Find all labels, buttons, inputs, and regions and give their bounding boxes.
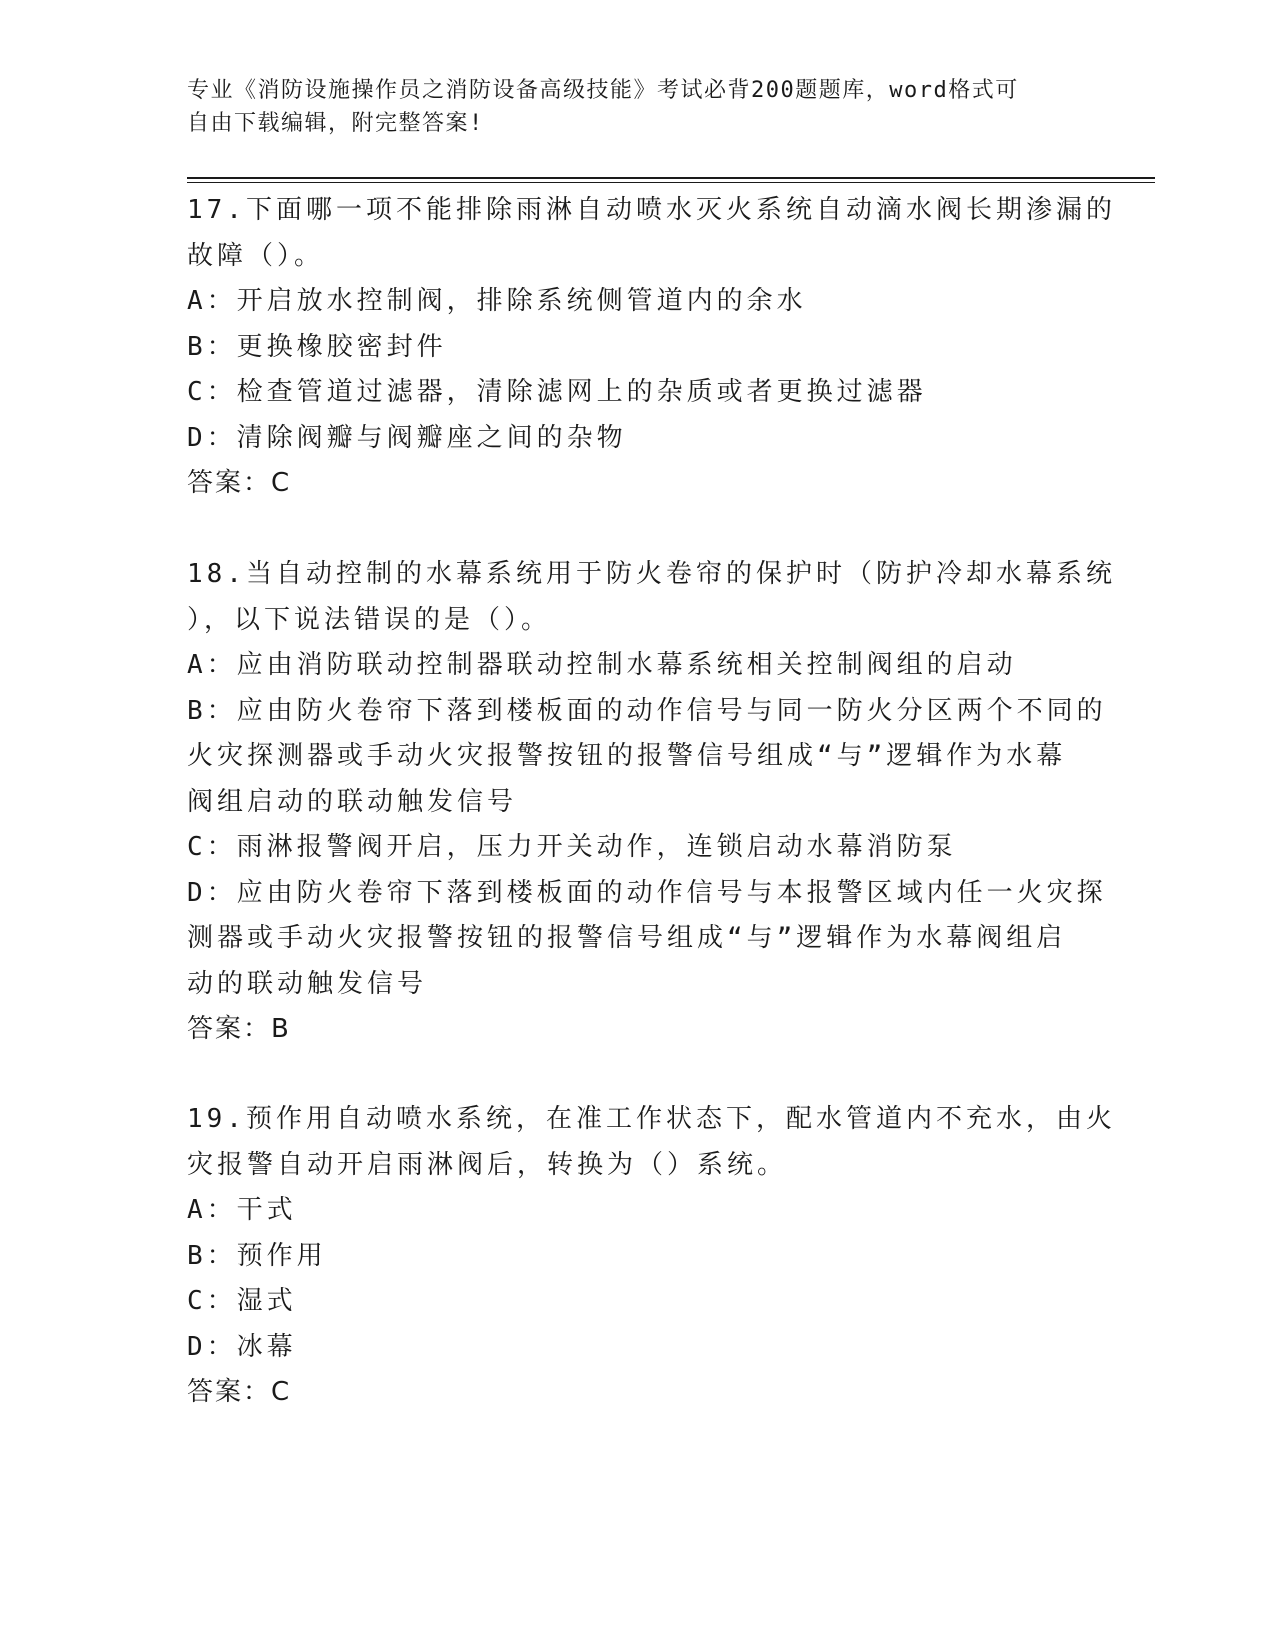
question-17 — [187, 188, 1116, 507]
question-18 — [187, 552, 1116, 1053]
option-b: 阀组启动的联动触发信号 — [187, 786, 518, 817]
question-19 — [187, 1097, 1116, 1416]
question-stem: 18.当自动控制的水幕系统用于防火卷帘的保护时（防护冷却水幕系统 — [187, 559, 1116, 589]
option-c: C：雨淋报警阀开启，压力开关动作，连锁启动水幕消防泵 — [187, 832, 957, 862]
question-stem: ），以下说法错误的是（）。 — [187, 604, 552, 635]
answer-text: 答案：B — [187, 1014, 291, 1044]
option-c: C：湿式 — [187, 1286, 297, 1316]
option-b: B：应由防火卷帘下落到楼板面的动作信号与同一防火分区两个不同的 — [187, 695, 1107, 726]
option-d: 动的联动触发信号 — [187, 968, 428, 999]
header-divider — [187, 182, 1155, 183]
option-d: D：冰幕 — [187, 1331, 297, 1362]
header-divider — [187, 177, 1155, 179]
question-stem: 19.预作用自动喷水系统，在准工作状态下，配水管道内不充水，由火 — [187, 1104, 1116, 1134]
option-a: A：干式 — [187, 1195, 297, 1225]
question-stem: 故障（）。 — [187, 240, 325, 271]
option-a: A：应由消防联动控制器联动控制水幕系统相关控制阀组的启动 — [187, 650, 1017, 680]
question-stem: 灾报警自动开启雨淋阀后，转换为（）系统。 — [187, 1149, 788, 1180]
option-c: C：检查管道过滤器，清除滤网上的杂质或者更换过滤器 — [187, 377, 927, 407]
option-b: B：预作用 — [187, 1240, 327, 1271]
option-b: B：更换橡胶密封件 — [187, 331, 447, 362]
document-header — [187, 74, 1077, 140]
question-stem: 17.下面哪一项不能排除雨淋自动喷水灭火系统自动滴水阀长期渗漏的 — [187, 195, 1116, 225]
option-b: 火灾探测器或手动火灾报警按钮的报警信号组成“与”逻辑作为水幕 — [187, 741, 1067, 771]
header-line: 自由下载编辑，附完整答案! — [187, 111, 484, 136]
option-d: 测器或手动火灾报警按钮的报警信号组成“与”逻辑作为水幕阀组启 — [187, 923, 1067, 953]
option-d: D：清除阀瓣与阀瓣座之间的杂物 — [187, 422, 627, 453]
header-line: 专业《消防设施操作员之消防设备高级技能》考试必背200题题库，word格式可 — [187, 78, 1019, 103]
option-d: D：应由防火卷帘下落到楼板面的动作信号与本报警区域内任一火灾探 — [187, 877, 1107, 908]
option-a: A：开启放水控制阀，排除系统侧管道内的余水 — [187, 286, 807, 316]
answer-text: 答案：C — [187, 468, 292, 498]
answer-text: 答案：C — [187, 1377, 292, 1407]
